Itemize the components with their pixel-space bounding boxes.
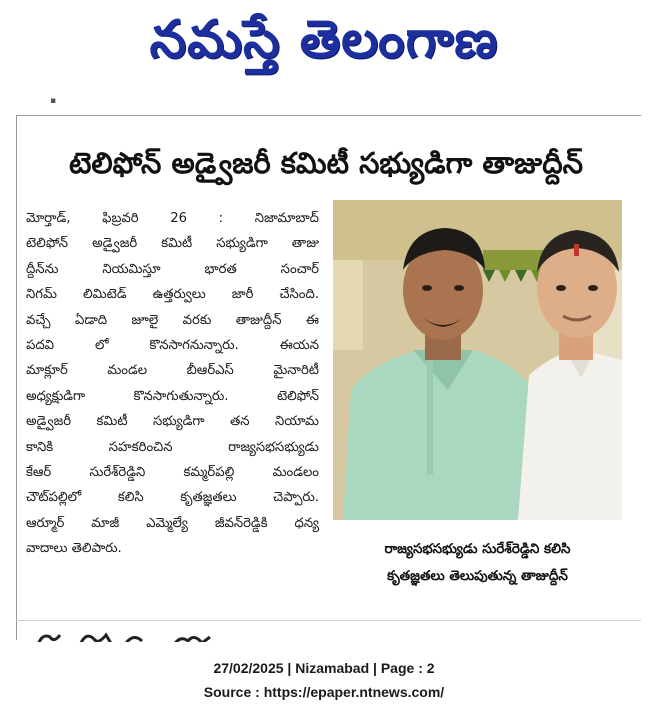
body-line: టెలిఫోన్ అడ్వైజరీ కమిటీ సభ్యుడిగా తాజు <box>26 236 319 252</box>
body-line: మోర్తాడ్, ఫిబ్రవరి 26 : నిజామాబాద్ <box>26 211 319 226</box>
caption-line: కృతజ్ఞతలు తెలుపుతున్న తాజుద్దీన్ <box>387 568 568 584</box>
body-line: మాక్లూర్ మండల బీఆర్‌ఎస్ మైనారిటీ <box>26 363 319 379</box>
article-body <box>26 206 319 606</box>
body-line: కేఆర్ సురేశ్‌రెడ్డిని కమ్మర్‌పల్లి మండలం <box>26 465 319 481</box>
article-photo <box>333 200 622 520</box>
body-line: చౌట్‌పల్లిలో కలిసి కృతజ్ఞతలు చెప్పారు. <box>26 490 319 506</box>
photo-caption <box>333 536 622 596</box>
article-headline: టెలిఫోన్ అడ్వైజరీ కమిటీ సభ్యుడిగా తాజుద్దీన్ <box>68 146 584 180</box>
bottom-divider <box>16 620 641 621</box>
body-line: కానికి సహకరించిన రాజ్యసభసభ్యుడు <box>26 439 319 455</box>
newspaper-logo: నమస్తే తెలంగాణ <box>149 10 499 70</box>
body-line: నిగమ్ లిమిటెడ్ ఉత్తర్వులు జారీ చేసింది. <box>26 287 319 303</box>
left-divider <box>16 115 17 640</box>
masthead <box>0 0 648 86</box>
next-article-fragment <box>34 624 244 642</box>
body-line: వచ్చే ఏడాది జూలై వరకు తాజుద్దీన్ ఈ <box>26 312 319 328</box>
body-line: వాదాలు తెలిపారు. <box>26 541 122 557</box>
body-line: ఆర్మూర్ మాజీ ఎమ్మెల్యే జీవన్‌రెడ్డికి ధన్య <box>26 515 319 531</box>
body-line: అధ్యక్షుడిగా కొనసాగుతున్నారు. టెలిఫోన్ <box>26 388 319 404</box>
page-mark: ▪ <box>50 96 57 106</box>
top-divider <box>16 115 641 116</box>
footer-edition-info: 27/02/2025 | Nizamabad | Page : 2 <box>213 660 435 676</box>
footer-source: Source : https://epaper.ntnews.com/ <box>203 684 445 700</box>
body-line: అడ్వైజరీ కమిటీ సభ్యుడిగా తన నియామ <box>26 414 319 430</box>
caption-line: రాజ్యసభసభ్యుడు సురేశ్‌రెడ్డిని కలిసి <box>384 541 571 557</box>
body-line: పదవి లో కొనసాగనున్నారు. ఈయన <box>26 338 319 354</box>
body-line: ద్దీన్‌ను నియమిస్తూ భారత సంచార్ <box>26 261 319 277</box>
